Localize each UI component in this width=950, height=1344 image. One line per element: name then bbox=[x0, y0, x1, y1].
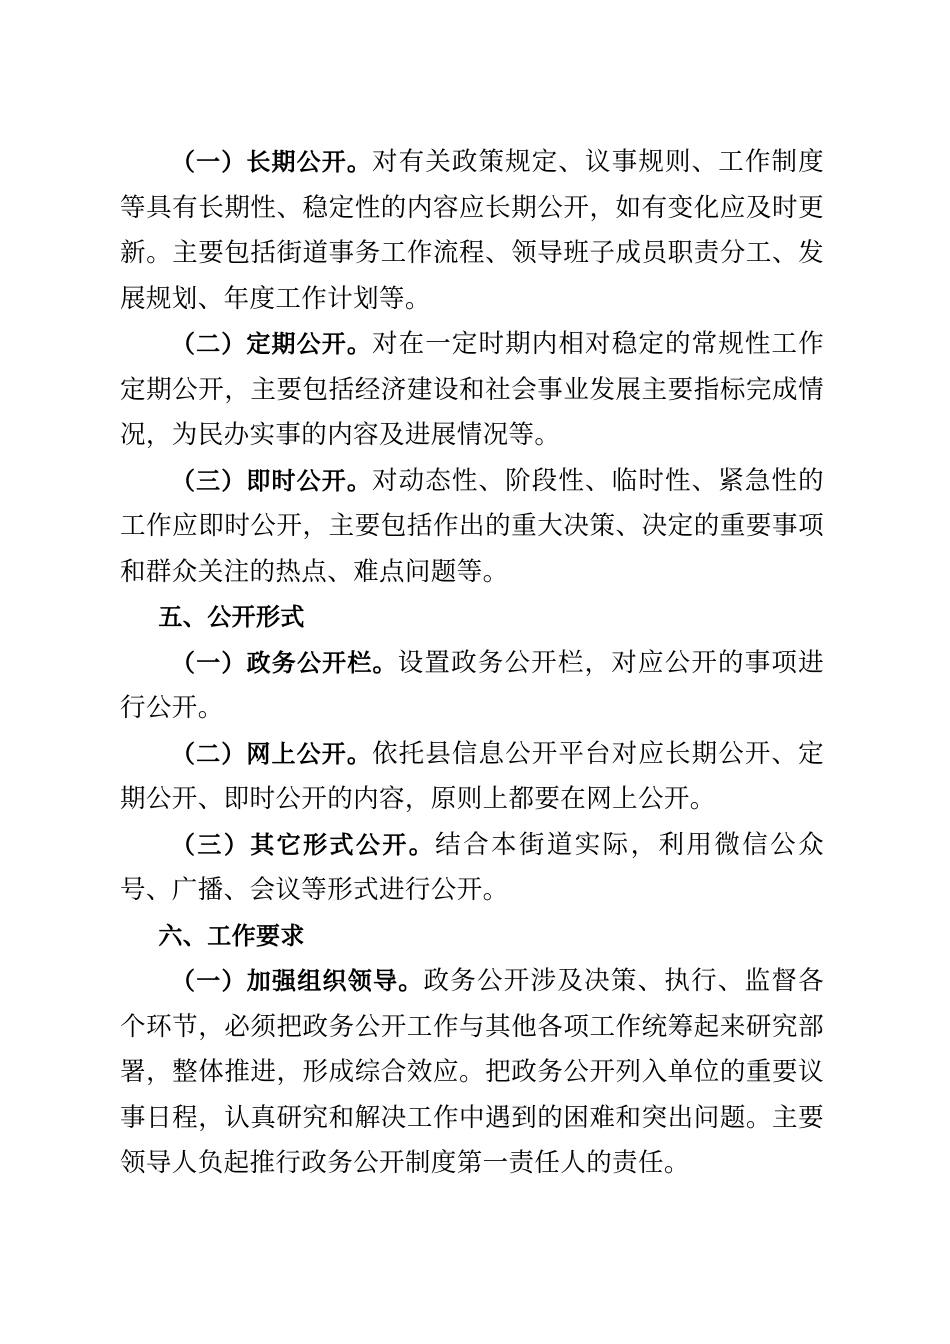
section-heading-work-requirements: 六、工作要求 bbox=[158, 921, 305, 950]
paragraph-lead: （一）政务公开栏。 bbox=[171, 648, 398, 677]
paragraph-text: 政务公开涉及决策、执行、监督各个环节，必须把政务公开工作与其他各项工作统筹起来研究部署，整体推进，形成综合效应。把政务公开列入单位的重要议事日程，认真研究和解决工作中遇到的困难和突出问题。主要领导人负起推行政务公开制度第一责任人的责任。 bbox=[120, 966, 824, 1178]
paragraph-lead: （一）加强组织领导。 bbox=[171, 967, 424, 995]
paragraph-lead: （二）定期公开。 bbox=[171, 330, 373, 358]
paragraph-text: 对在一定时期内相对稳定的常规性工作定期公开，主要包括经济建设和社会事业发展主要指标完成情况，为民办实事的内容及进展情况等。 bbox=[120, 329, 824, 450]
document-body bbox=[120, 140, 824, 1187]
paragraph-periodic-disclosure bbox=[120, 322, 824, 459]
paragraph-organizational-leadership bbox=[120, 959, 824, 1187]
paragraph-other-forms bbox=[120, 823, 824, 914]
paragraph-immediate-disclosure bbox=[120, 459, 824, 596]
paragraph-lead: （三）即时公开。 bbox=[171, 466, 373, 495]
paragraph-lead: （三）其它形式公开。 bbox=[171, 830, 436, 859]
paragraph-online-disclosure bbox=[120, 732, 824, 823]
paragraph-text: 对有关政策规定、议事规则、工作制度等具有长期性、稳定性的内容应长期公开，如有变化应及时更新。主要包括街道事务工作流程、领导班子成员职责分工、发展规划、年度工作计划等。 bbox=[120, 147, 824, 314]
paragraph-text: 依托县信息公开平台对应长期公开、定期公开、即时公开的内容，原则上都要在网上公开。 bbox=[120, 738, 824, 814]
paragraph-long-term-disclosure bbox=[120, 140, 824, 322]
paragraph-lead: （二）网上公开。 bbox=[171, 739, 373, 768]
paragraph-text: 对动态性、阶段性、临时性、紧急性的工作应即时公开，主要包括作出的重大决策、决定的重要事项和群众关注的热点、难点问题等。 bbox=[120, 465, 824, 587]
paragraph-lead: （一）长期公开。 bbox=[171, 148, 373, 176]
paragraph-text: 结合本街道实际，利用微信公众号、广播、会议等形式进行公开。 bbox=[120, 829, 824, 905]
section-heading-disclosure-forms: 五、公开形式 bbox=[158, 603, 305, 631]
paragraph-text: 设置政务公开栏，对应公开的事项进行公开。 bbox=[120, 647, 824, 723]
paragraph-bulletin-board bbox=[120, 641, 824, 732]
